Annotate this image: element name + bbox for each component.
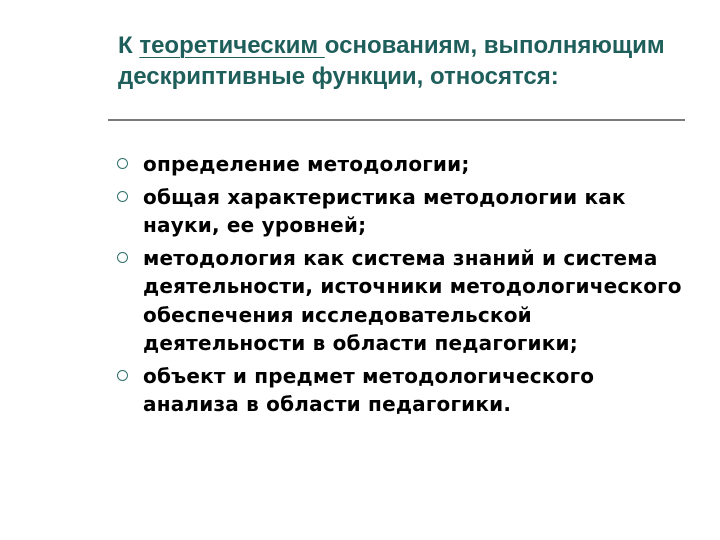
hollow-circle-bullet-icon <box>117 158 128 169</box>
list-item-text: определение методологии; <box>143 152 470 176</box>
list-item-text: методология как система знаний и система деятельности, источники методологического обеспечения исследовательской деятельности в области педагогики; <box>143 245 682 355</box>
hollow-circle-bullet-icon <box>117 370 128 381</box>
list-item <box>115 362 690 419</box>
list-item <box>115 150 690 179</box>
bullet-list <box>115 150 690 423</box>
list-item-text: общая характеристика методологии как науки, ее уровней; <box>143 184 626 237</box>
title-prefix: К <box>118 32 140 59</box>
title-underlined-word: теоретическим <box>139 32 325 59</box>
hollow-circle-bullet-icon <box>117 252 128 263</box>
hollow-circle-bullet-icon <box>117 191 128 202</box>
title-divider <box>108 119 685 121</box>
list-item-text: объект и предмет методологического анализа в области педагогики. <box>143 363 595 416</box>
list-item <box>115 244 690 358</box>
title-rest: основаниям, выполняющим дескриптивные функции, относятся: <box>118 32 665 90</box>
list-item <box>115 183 690 240</box>
slide-title <box>118 30 678 92</box>
